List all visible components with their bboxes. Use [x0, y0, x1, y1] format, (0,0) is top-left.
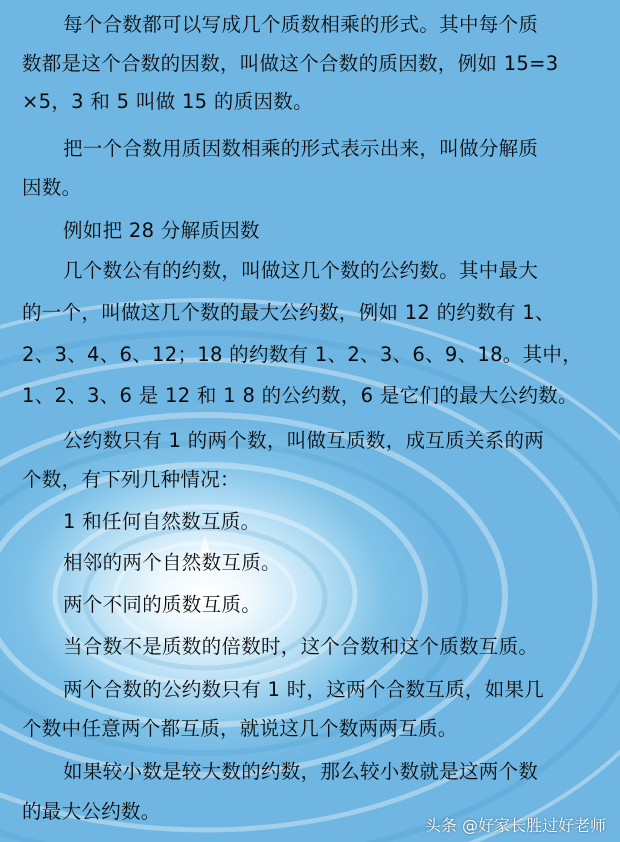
- text-line: 例如把 28 分解质因数: [63, 219, 260, 242]
- text-line: 个数，有下列几种情况：: [22, 468, 240, 491]
- text-line: 因数。: [22, 176, 82, 199]
- text-line: 把一个合数用质因数相乘的形式表示出来，叫做分解质: [63, 137, 539, 160]
- text-line: 数都是这个合数的因数，叫做这个合数的质因数，例如 15=3: [22, 52, 559, 75]
- text-line: 如果较小数是较大数的约数，那么较小数就是这两个数: [63, 760, 539, 783]
- text-line: 1 和任何自然数互质。: [63, 510, 261, 533]
- text-line: 2、3、4、6、12；18 的约数有 1、2、3、6、9、18。其中，: [22, 343, 582, 366]
- text-line: 公约数只有 1 的两个数，叫做互质数，成互质关系的两: [63, 429, 545, 452]
- text-line: 两个合数的公约数只有 1 时，这两个合数互质，如果几: [63, 678, 545, 701]
- text-line: 两个不同的质数互质。: [63, 593, 262, 616]
- text-line: 当合数不是质数的倍数时，这个合数和这个质数互质。: [63, 635, 539, 658]
- source-watermark: 头条 @好家长胜过好老师: [424, 816, 606, 835]
- text-line: 的最大公约数。: [22, 800, 161, 823]
- text-line: 几个数公有的约数，叫做这几个数的公约数。其中最大: [63, 259, 539, 282]
- text-line: 每个合数都可以写成几个质数相乘的形式。其中每个质: [63, 13, 539, 36]
- text-line: 个数中任意两个都互质，就说这几个数两两互质。: [22, 717, 458, 740]
- text-line: 1、2、3、6 是 12 和 1 8 的公约数，6 是它们的最大公约数。: [22, 384, 578, 407]
- text-line: 相邻的两个自然数互质。: [63, 551, 281, 574]
- text-line: 的一个，叫做这几个数的最大公约数，例如 12 的约数有 1、: [22, 301, 555, 324]
- text-line: ×5，3 和 5 叫做 15 的质因数。: [22, 90, 313, 113]
